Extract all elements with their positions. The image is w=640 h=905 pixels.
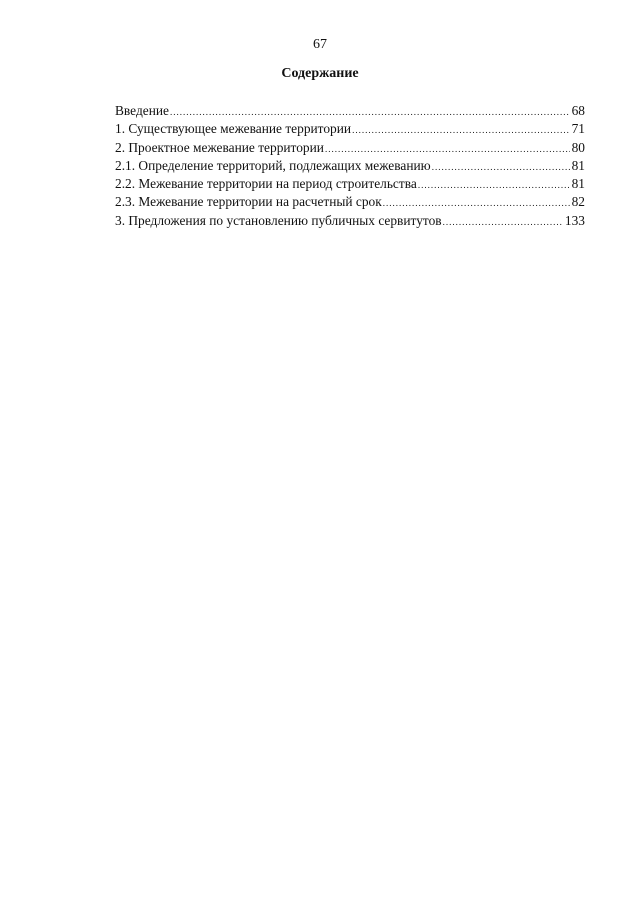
toc-entry-page: 133 — [564, 212, 585, 228]
toc-entry-page: 80 — [571, 139, 585, 155]
page-number: 67 — [313, 37, 327, 52]
dot-leader — [352, 121, 570, 139]
toc-entry-existing-surveying — [115, 120, 585, 138]
dot-leader — [170, 103, 570, 121]
toc-entry-label: 2. Проектное межевание территории — [115, 139, 324, 155]
toc-entry-label: Введение — [115, 103, 169, 118]
toc-entry-label: 2.3. Межевание территории на расчетный срок — [115, 194, 382, 210]
toc-title: Содержание — [281, 66, 359, 81]
toc-entry-introduction — [115, 102, 585, 120]
toc-entry-estimated-term — [115, 193, 585, 211]
dot-leader — [418, 176, 570, 194]
toc-entry-label: 2.2. Межевание территории на период строительства — [115, 176, 417, 192]
dot-leader — [432, 158, 570, 176]
toc-entry-project-surveying — [115, 139, 585, 157]
toc-entry-page: 82 — [571, 194, 585, 210]
toc-entry-page: 81 — [571, 157, 585, 173]
toc-entry-page: 81 — [571, 176, 585, 192]
toc-entry-label: 2.1. Определение территорий, подлежащих межеванию — [115, 157, 431, 173]
toc-entry-construction-period — [115, 175, 585, 193]
toc-entry-label: 1. Существующее межевание территории — [115, 121, 352, 137]
toc-entry-page: 71 — [571, 121, 585, 137]
toc-entry-territory-definition — [115, 157, 585, 175]
dot-leader — [325, 140, 570, 158]
toc-entry-public-easements — [115, 212, 585, 230]
table-of-contents — [115, 102, 585, 230]
toc-entry-page: 68 — [571, 103, 585, 118]
toc-entry-label: 3. Предложения по установлению публичных сервитутов — [115, 212, 442, 228]
dot-leader — [383, 194, 570, 212]
dot-leader — [443, 213, 563, 231]
